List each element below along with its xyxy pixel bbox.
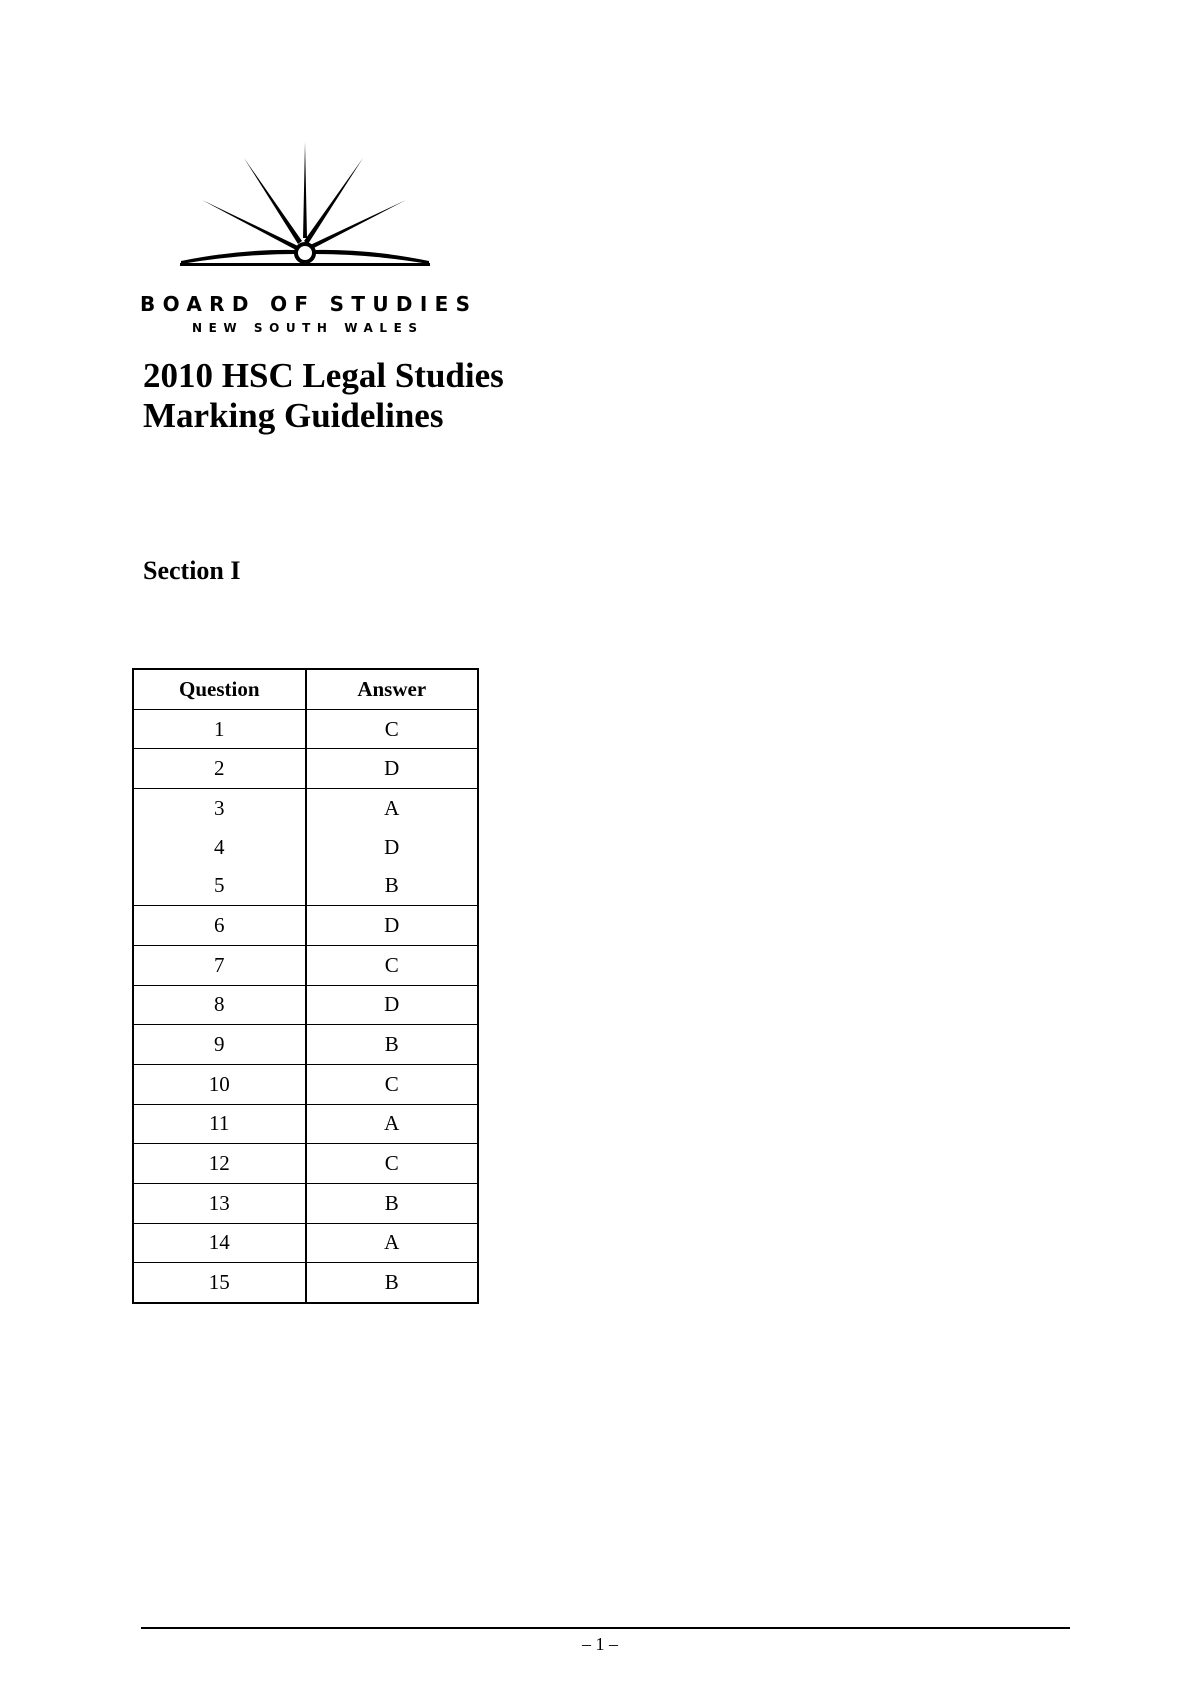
table-row [133, 1223, 478, 1263]
table-row [133, 1064, 478, 1104]
question-number: 2 [133, 749, 306, 789]
question-number: 11 [133, 1104, 306, 1144]
board-of-studies-logo [140, 138, 480, 338]
table-row [133, 1183, 478, 1223]
question-number: 3 [133, 789, 306, 828]
answer-letter: B [306, 866, 479, 905]
answer-column-header: Answer [306, 669, 479, 709]
answer-letter: B [306, 1183, 479, 1223]
answer-letter: D [306, 985, 479, 1025]
table-row [133, 789, 478, 828]
title-line-2: Marking Guidelines [143, 396, 444, 435]
question-number: 15 [133, 1263, 306, 1303]
question-number: 13 [133, 1183, 306, 1223]
question-number: 9 [133, 1025, 306, 1065]
question-number: 10 [133, 1064, 306, 1104]
table-row [133, 906, 478, 946]
svg-text:BOARD OF STUDIES: BOARD OF STUDIES [140, 292, 471, 316]
footer-rule [141, 1627, 1070, 1629]
answer-letter: B [306, 1025, 479, 1065]
question-number: 8 [133, 985, 306, 1025]
table-row [133, 1263, 478, 1303]
answer-letter: A [306, 789, 479, 828]
question-number: 14 [133, 1223, 306, 1263]
table-row [133, 1144, 478, 1184]
question-number: 6 [133, 906, 306, 946]
answer-letter: A [306, 1223, 479, 1263]
answer-letter: D [306, 906, 479, 946]
table-row [133, 749, 478, 789]
answer-letter: C [306, 709, 479, 749]
table-row [133, 828, 478, 867]
answer-table [132, 668, 479, 1304]
question-number: 12 [133, 1144, 306, 1184]
title-line-1: 2010 HSC Legal Studies [143, 356, 504, 395]
table-header-row [133, 669, 478, 709]
document-title [143, 356, 504, 436]
answer-letter: A [306, 1104, 479, 1144]
question-number: 7 [133, 945, 306, 985]
answer-letter: C [306, 945, 479, 985]
table-row [133, 709, 478, 749]
table-row [133, 1025, 478, 1065]
question-number: 5 [133, 866, 306, 905]
answer-letter: C [306, 1144, 479, 1184]
page-number: – 1 – [582, 1634, 618, 1654]
answer-letter: C [306, 1064, 479, 1104]
sunburst-icon [140, 138, 480, 338]
table-row [133, 866, 478, 905]
svg-text:NEW SOUTH WALES: NEW SOUTH WALES [192, 321, 417, 335]
question-column-header: Question [133, 669, 306, 709]
question-number: 4 [133, 828, 306, 867]
question-number: 1 [133, 709, 306, 749]
answer-letter: D [306, 749, 479, 789]
table-row [133, 985, 478, 1025]
table-row [133, 1104, 478, 1144]
answer-letter: D [306, 828, 479, 867]
section-heading: Section I [143, 556, 241, 585]
table-row [133, 945, 478, 985]
answer-letter: B [306, 1263, 479, 1303]
